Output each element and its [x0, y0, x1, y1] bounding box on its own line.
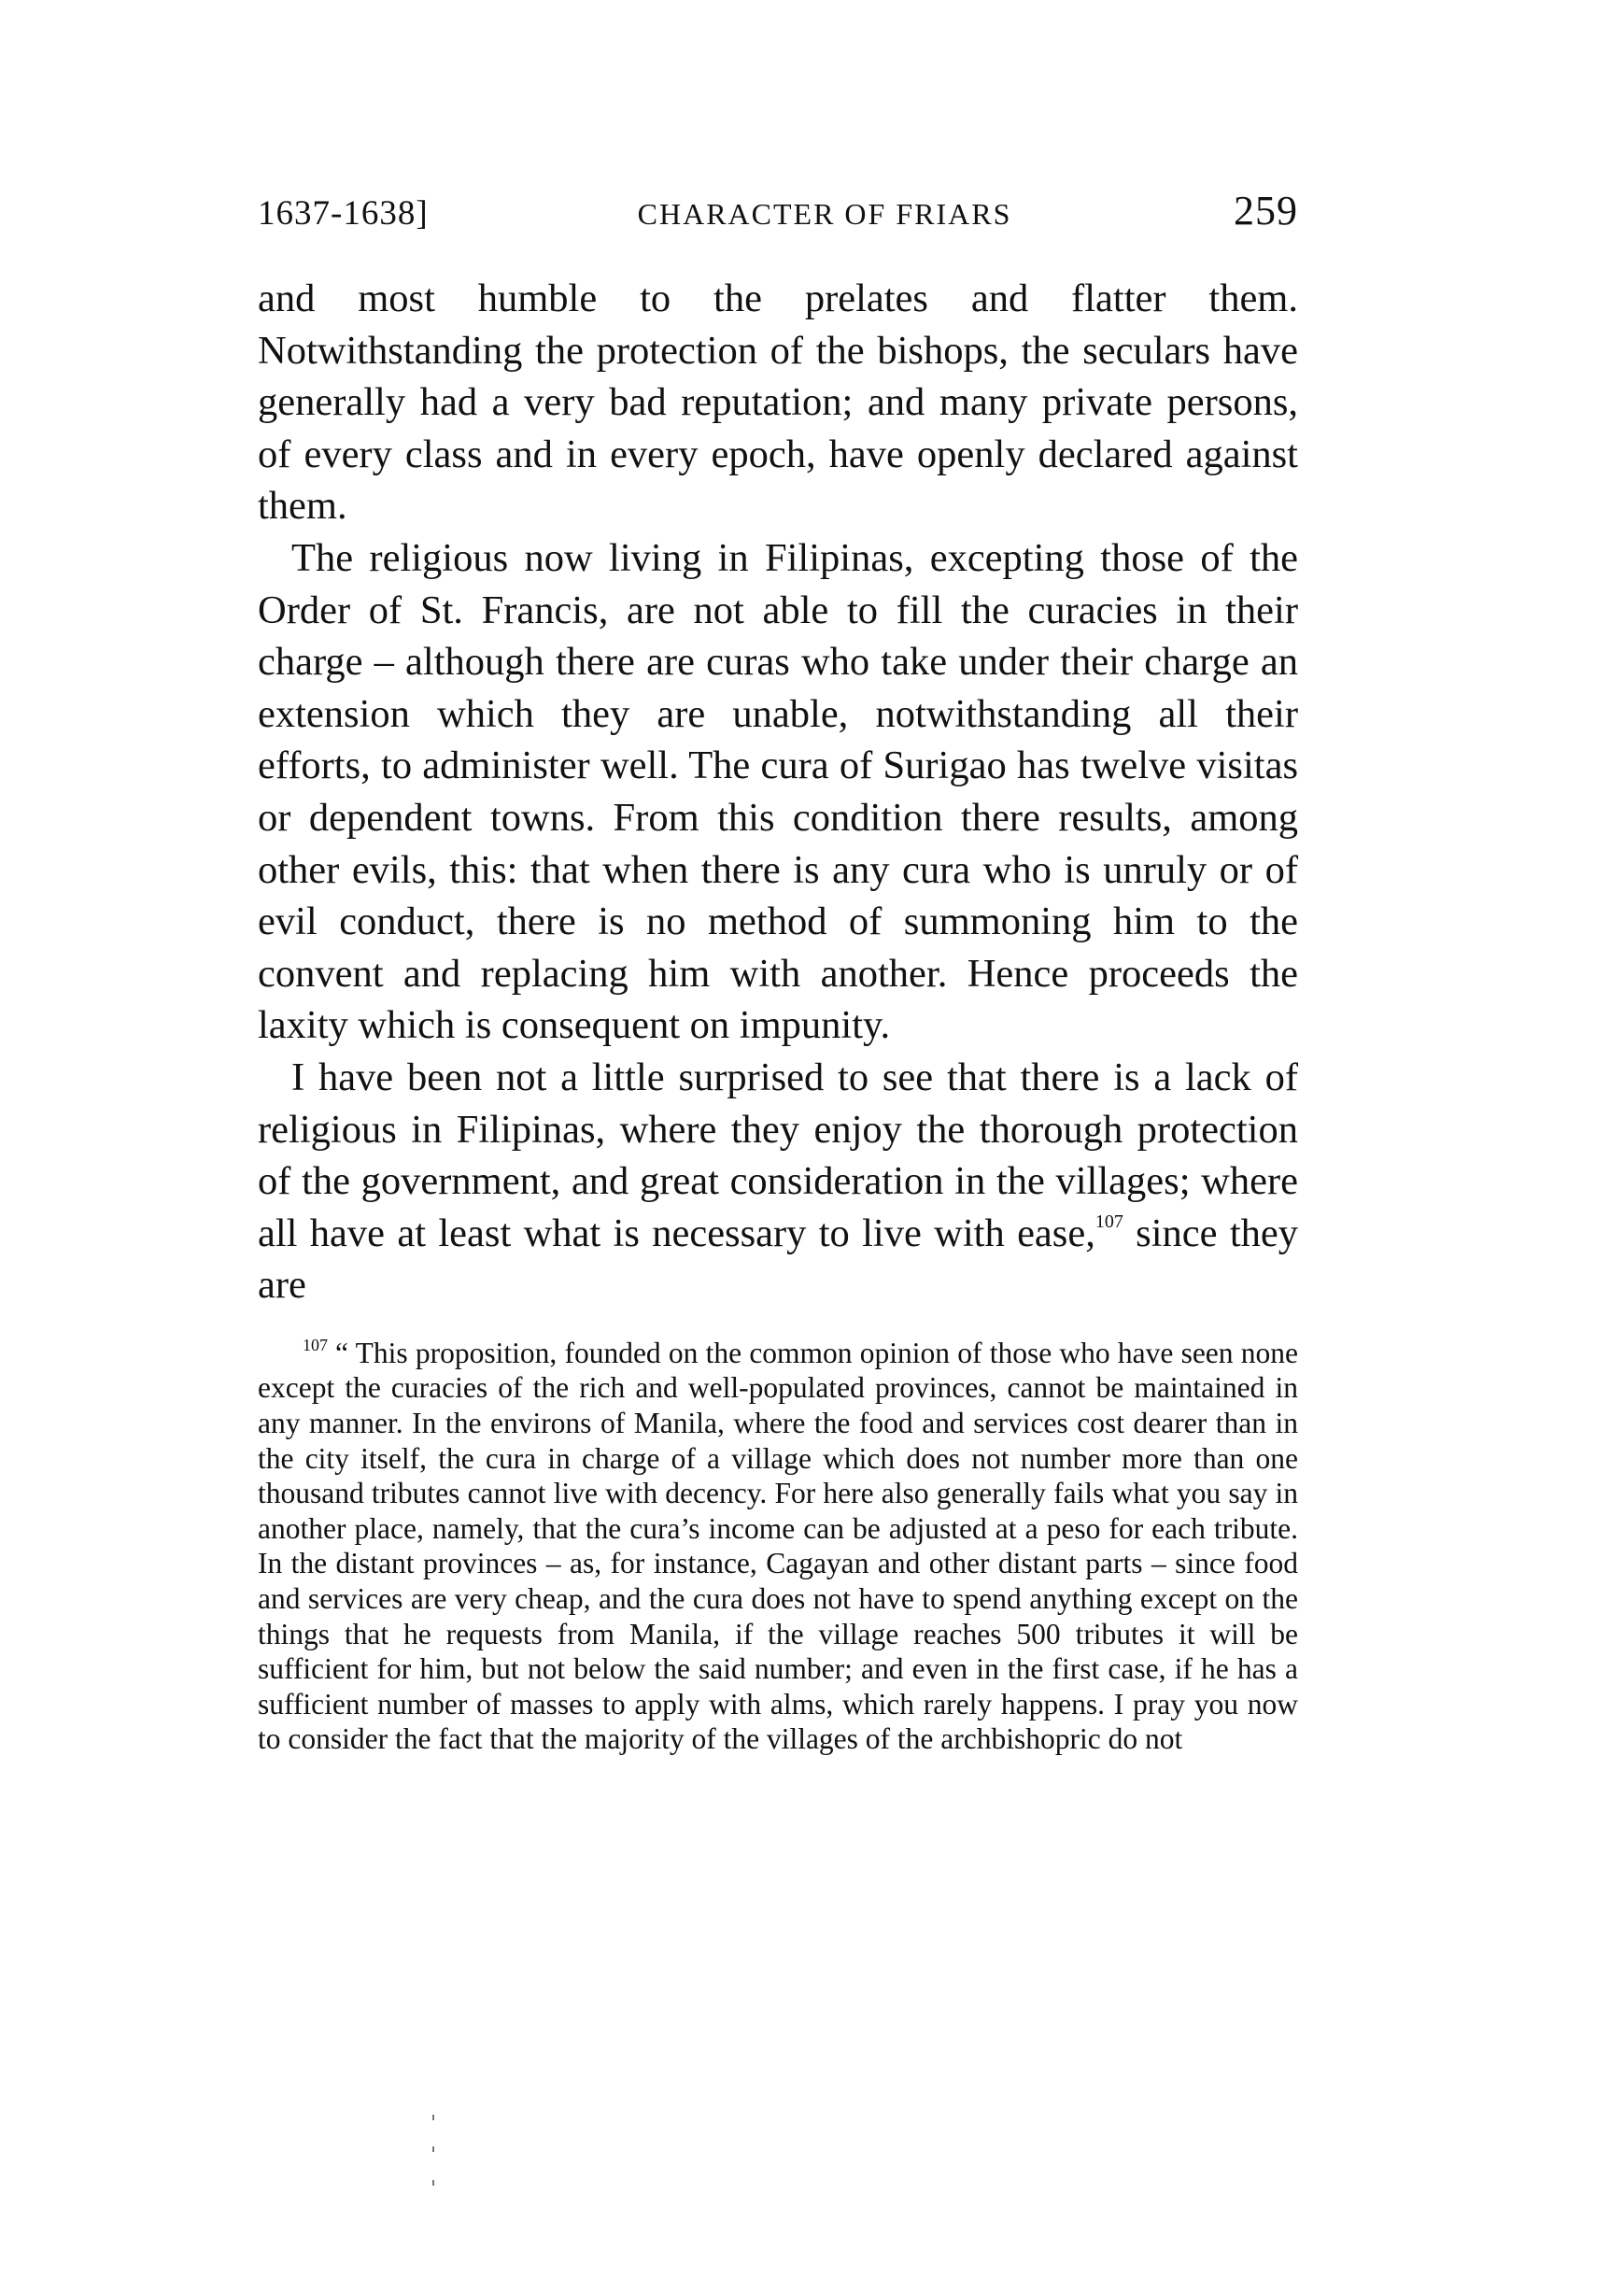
paragraph-3-text: I have been not a little surprised to see that there is a lack of religious in Filipinas, where they enjoy the thorough protection of the government, and great consideration in the villages; where all have at least what is necessary to live with ease,: [258, 1055, 1298, 1255]
footnote-number: 107: [303, 1335, 328, 1354]
scan-speck: [432, 2180, 434, 2186]
footnote-paragraph: [258, 1336, 1298, 1757]
header-title: CHARACTER OF FRIARS: [637, 197, 1012, 231]
header-dates: 1637-1638]: [258, 194, 429, 233]
paragraph-1: and most humble to the prelates and flatter them. Notwithstanding the protection of the bishops, the seculars have generally had a very bad reputation; and many private persons, of every class and in every epoch, have openly declared against them.: [258, 276, 1298, 529]
scan-speck: [432, 2146, 434, 2152]
paragraph-3-end: since they are: [258, 1211, 1298, 1308]
footnote-reference: 107: [1094, 1211, 1123, 1232]
paragraph-3: [258, 1052, 1298, 1311]
footnote: [258, 1336, 1298, 1757]
book-page: [258, 187, 1298, 1757]
page-number: 259: [1234, 188, 1298, 234]
body-text: [258, 273, 1298, 1311]
paragraph-2: The religious now living in Filipinas, excepting those of the Order of St. Francis, are not able to fill the curacies in their charge – although there are curas who take under their charge an extension which they are unable, notwithstanding all their efforts, to administer well. The cura of Surigao has twelve visitas or dependent towns. From this condition there results, among other evils, this: that when there is any cura who is unruly or of evil conduct, there is no method of summoning him to the convent and replacing him with another. Hence proceeds the laxity which is consequent on impunity.: [258, 535, 1298, 1048]
running-head: [258, 187, 1298, 243]
scan-speck: [432, 2115, 434, 2120]
scan-specks: [432, 2115, 438, 2189]
footnote-text: “ This proposition, founded on the common opinion of those who have seen none except the curacies of the rich and well-populated provinces, cannot be maintained in any manner. In the environs of Manila, where the food and services cost dearer than in the city itself, the cura in charge of a village which does not number more than one thousand tributes cannot live with decency. For here also generally fails what you say in another place, namely, that the cura’s income can be adjusted at a peso for each tribute. In the distant provinces – as, for instance, Cagayan and other distant parts – since food and services are very cheap, and the cura does not have to spend anything except on the things that he requests from Manila, if the village reaches 500 tributes it will be sufficient for him, but not below the said number; and even in the first case, if he has a sufficient number of masses to apply with alms, which rarely happens. I pray you now to consider the fact that the majority of the villages of the archbishopric do not: [258, 1336, 1298, 1756]
